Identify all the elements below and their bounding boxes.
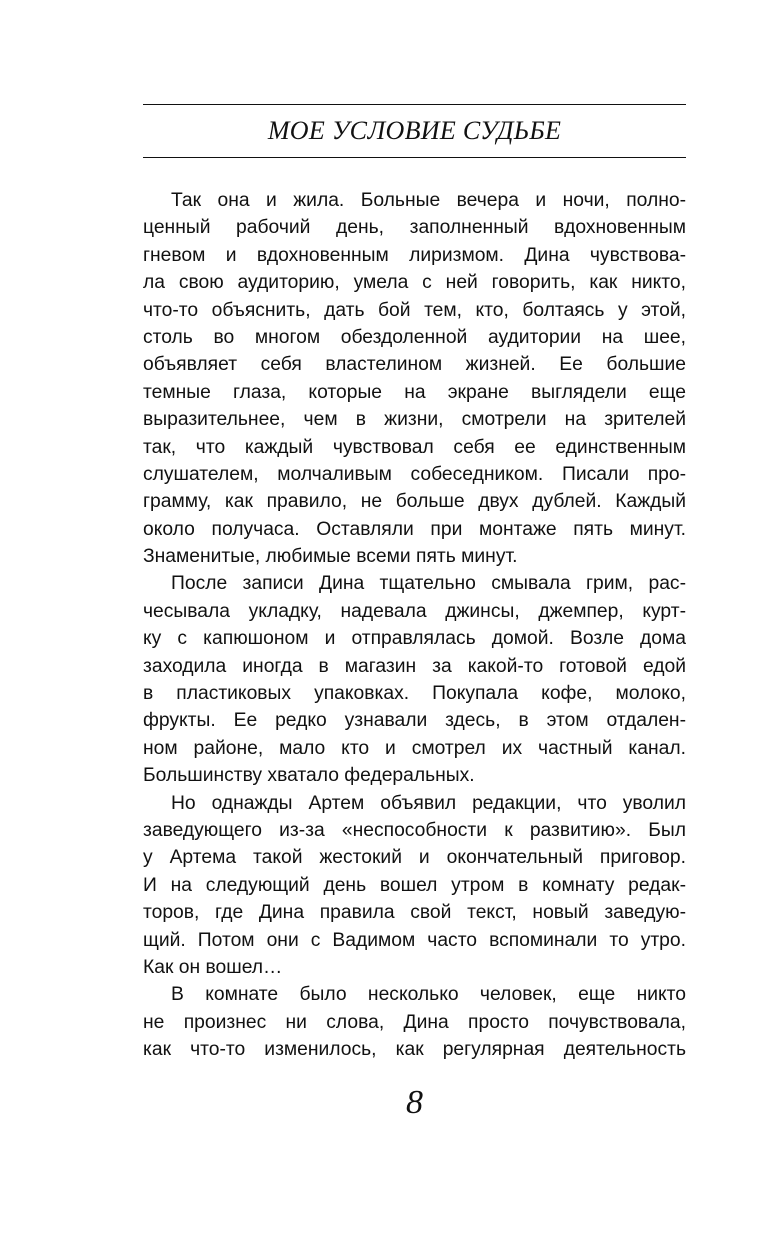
text-line: щий. Потом они с Вадимом часто вспоминали то утро. (143, 929, 686, 951)
text-line: у Артема такой жестокий и окончательный приговор. (143, 847, 686, 869)
text-line: заходила иногда в магазин за какой-то готовой едой (143, 655, 686, 677)
header-rule-top (143, 104, 686, 105)
text-line: столь во многом обездоленной аудитории на шее, (143, 326, 686, 348)
text-line: В комнате было несколько человек, еще никто (171, 984, 686, 1006)
text-line: ку с капюшоном и отправлялась домой. Возле дома (143, 628, 686, 650)
text-line: что-то объяснить, дать бой тем, кто, болтаясь у этой, (143, 299, 686, 321)
running-title: МОЕ УСЛОВИЕ СУДЬБЕ (267, 116, 562, 145)
text-line: гневом и вдохновенным лиризмом. Дина чувствова- (143, 244, 686, 266)
text-line: как что-то изменилось, как регулярная деятельность (143, 1039, 686, 1061)
text-line: фрукты. Ее редко узнавали здесь, в этом отдален- (143, 710, 686, 732)
text-line: После записи Дина тщательно смывала грим, рас- (171, 573, 686, 595)
text-line: ном районе, мало кто и смотрел их частный канал. (143, 737, 686, 759)
text-line: чесывала укладку, надевала джинсы, джемпер, курт- (143, 600, 686, 622)
text-line: Как он вошел… (143, 956, 283, 978)
text-line: объявляет себя властелином жизней. Ее большие (143, 354, 686, 376)
header-rule-bottom (143, 157, 686, 158)
text-line: И на следующий день вошел утром в комнату редак- (143, 874, 686, 896)
text-line: темные глаза, которые на экране выглядели еще (143, 381, 686, 403)
text-line: заведующего из-за «неспособности к развитию». Был (143, 819, 686, 841)
text-line: торов, где Дина правила свой текст, новый заведую- (143, 902, 686, 924)
page-body (143, 187, 686, 1064)
text-line: грамму, как правило, не больше двух дублей. Каждый (143, 491, 686, 513)
text-line: ценный рабочий день, заполненный вдохновенным (143, 217, 686, 239)
text-line: выразительнее, чем в жизни, смотрели на зрителей (143, 409, 686, 431)
text-line: ла свою аудиторию, умела с ней говорить, как никто, (143, 272, 686, 294)
text-line: Знаменитые, любимые всеми пять минут. (143, 546, 518, 568)
text-line: около получаса. Оставляли при монтаже пять минут. (143, 518, 686, 540)
text-line: не произнес ни слова, Дина просто почувствовала, (143, 1011, 686, 1033)
text-line: в пластиковых упаковках. Покупала кофе, молоко, (143, 683, 686, 705)
text-line: Так она и жила. Больные вечера и ночи, полно- (171, 190, 686, 211)
text-line: так, что каждый чувствовал себя ее единственным (143, 436, 686, 458)
text-line: Большинству хватало федеральных. (143, 765, 475, 787)
page-number: 8 (406, 1084, 423, 1121)
text-line: слушателем, молчаливым собеседником. Писали про- (143, 463, 686, 485)
text-line: Но однажды Артем объявил редакции, что уволил (171, 792, 686, 814)
